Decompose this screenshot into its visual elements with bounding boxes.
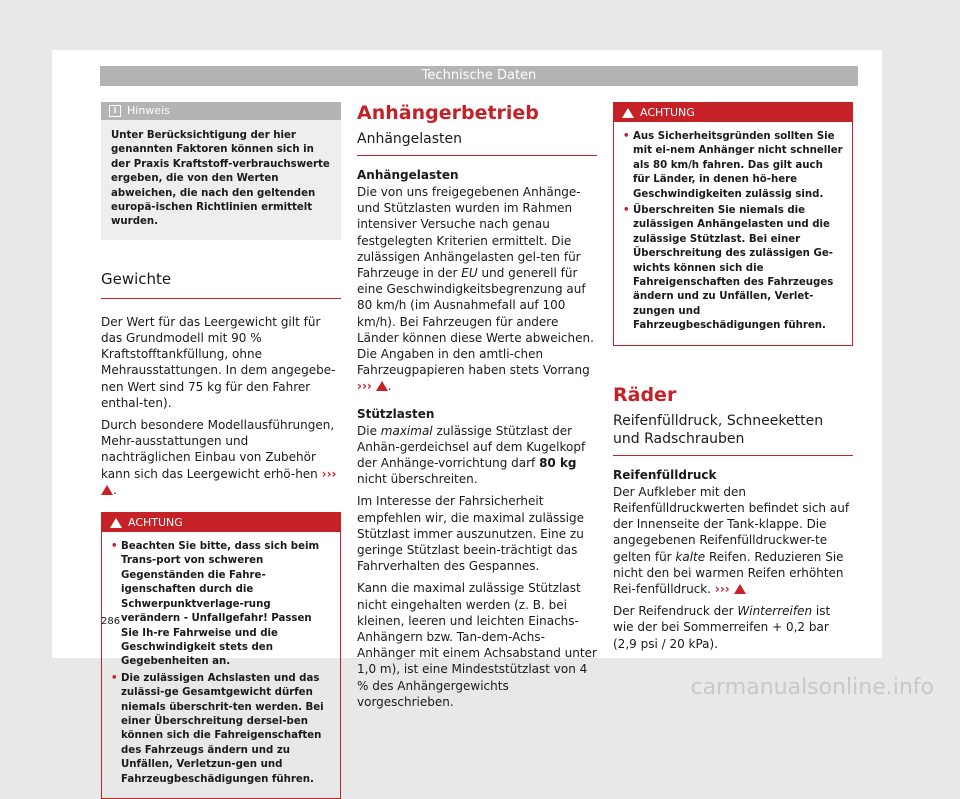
column-right (613, 102, 853, 658)
section-title-raeder: Räder (613, 383, 677, 406)
cross-ref-arrow[interactable]: ››› (321, 466, 337, 481)
subheading: Reifenfülldruck (613, 467, 717, 482)
cross-ref-arrow[interactable]: ››› (357, 379, 372, 394)
subheading: Anhängelasten (357, 168, 459, 182)
warning-box (613, 102, 853, 346)
section-title-gewichte: Gewichte (101, 270, 341, 299)
column-middle (357, 102, 597, 716)
paragraph: Der Aufkleber mit den Reifenfülldruckwerten befindet sich auf der Innenseite der Tank-klappe. Die angegebenen Reifenfülldruckwer-te gelten für kalte Reifen. Reduzieren Sie nicht den bei warmen Reifen erhöhten Rei-fenfülldruck. ››› (613, 484, 850, 596)
paragraph: Der Wert für das Leergewicht gilt für das Grundmodell mit 90 % Kraftstofftankfüllung, ohne Mehrausstattungen. In dem angegebe-nen Wert sind 75 kg für den Fahrer enthal-ten). (101, 314, 336, 410)
warning-icon (734, 584, 746, 594)
page-header: Technische Daten (100, 66, 858, 86)
subsection-title: Reifenfülldruck, Schneeketten und Radschrauben (613, 412, 853, 456)
warning-item: • Die zulässigen Achslasten und das zulässi-ge Gesamtgewicht dürfen niemals überschrit-ten werden. Bei einer Überschreitung dersel-ben können sich die Fahreigenschaften des Fahrzeugs ändern und zu Unfällen, Verletzun-gen und Fahrzeugbeschädigungen führen. (111, 672, 331, 787)
paragraph: Kann die maximal zulässige Stützlast nicht eingehalten werden (z. B. bei kleinen, leeren und leichten Einachs-Anhängern bzw. Tan-dem-Achs-Anhänger mit einem Achsabstand unter 1,0 m), ist eine Mindeststützlast von 4 % des Anhängergewichts vorgeschrieben. (357, 581, 597, 709)
note-box (101, 102, 341, 240)
note-text: Unter Berücksichtigung der hier genannten Faktoren können sich in der Praxis Kraftstoff-verbrauchswerte ergeben, die von den Werten abweichen, die nach den geltenden europä-ischen Richtlinien ermittelt wurden. (111, 130, 330, 228)
paragraph: Durch besondere Modellausführungen, Mehr-ausstattungen und nachträglichen Einbau von Zubehör kann sich das Leergewicht erhö-hen ››› . (101, 418, 337, 497)
column-left (101, 102, 341, 799)
page-number: 286 (101, 616, 121, 627)
warning-item: • Überschreiten Sie niemals die zulässigen Anhängelasten und die zulässige Stützlast. Bei einer Überschreitung des zulässigen Ge-wichts können sich die Fahreigenschaften des Fahrzeuges ändern und zu Unfällen, Verlet-zungen und Fahrzeugbeschädigungen führen. (623, 204, 843, 334)
info-icon: i (109, 105, 121, 117)
paragraph: Im Interesse der Fahrsicherheit empfehlen wir, die maximal zulässige Stützlast immer auszunutzen. Eine zu geringe Stützlast beein-trächtigt das Fahrverhalten des Gespannes. (357, 494, 584, 574)
paragraph: Der Reifendruck der Winterreifen ist wie der bei Sommerreifen + 0,2 bar (2,9 psi / 20 kPa). (613, 604, 831, 651)
warning-icon (110, 518, 122, 528)
subsection-title: Anhängelasten (357, 130, 597, 156)
paragraph: Die maximal zulässige Stützlast der Anhän-gerdeichsel auf dem Kugelkopf der Anhänge-vorrichtung darf 80 kg nicht überschreiten. (357, 423, 586, 487)
paragraph: Die von uns freigegebenen Anhänge- und Stützlasten wurden im Rahmen intensiver Versuche nach genau festgelegten Kriterien ermittelt. Die zulässigen Anhängelasten gel-ten für Fahrzeuge in der EU und generell für eine Geschwindigkeitsbegrenzung auf 80 km/h (im Ausnahmefall auf 100 km/h). Bei Fahrzeugen für andere Länder können diese Werte abweichen. Die Angaben in den amtli-chen Fahrzeugpapieren haben stets Vorrang ››› . (357, 185, 594, 394)
warning-box (101, 512, 341, 799)
subheading: Stützlasten (357, 406, 435, 421)
warning-label: ACHTUNG (128, 516, 183, 530)
warning-item: • Beachten Sie bitte, dass sich beim Trans-port von schweren Gegenständen die Fahre-igenschaften durch die Schwerpunktverlage-rung verändern - Unfallgefahr! Passen Sie Ih-re Fahrweise und die Geschwindigkeit stets den Gegebenheiten an. (111, 540, 331, 670)
section-title-anhaengerbetrieb: Anhängerbetrieb (357, 102, 539, 124)
watermark: carmanualsonline.info (690, 675, 934, 700)
warning-item: • Aus Sicherheitsgründen sollten Sie mit ei-nem Anhänger nicht schneller als 80 km/h fahren. Das gilt auch für Länder, in denen hö-here Geschwindigkeiten zulässig sind. (623, 130, 843, 202)
note-label: Hinweis (127, 104, 170, 117)
warning-icon (622, 108, 634, 118)
warning-icon (376, 381, 388, 391)
warning-label: ACHTUNG (640, 106, 695, 119)
cross-ref-arrow[interactable]: ››› (714, 581, 730, 596)
warning-icon (101, 485, 113, 495)
